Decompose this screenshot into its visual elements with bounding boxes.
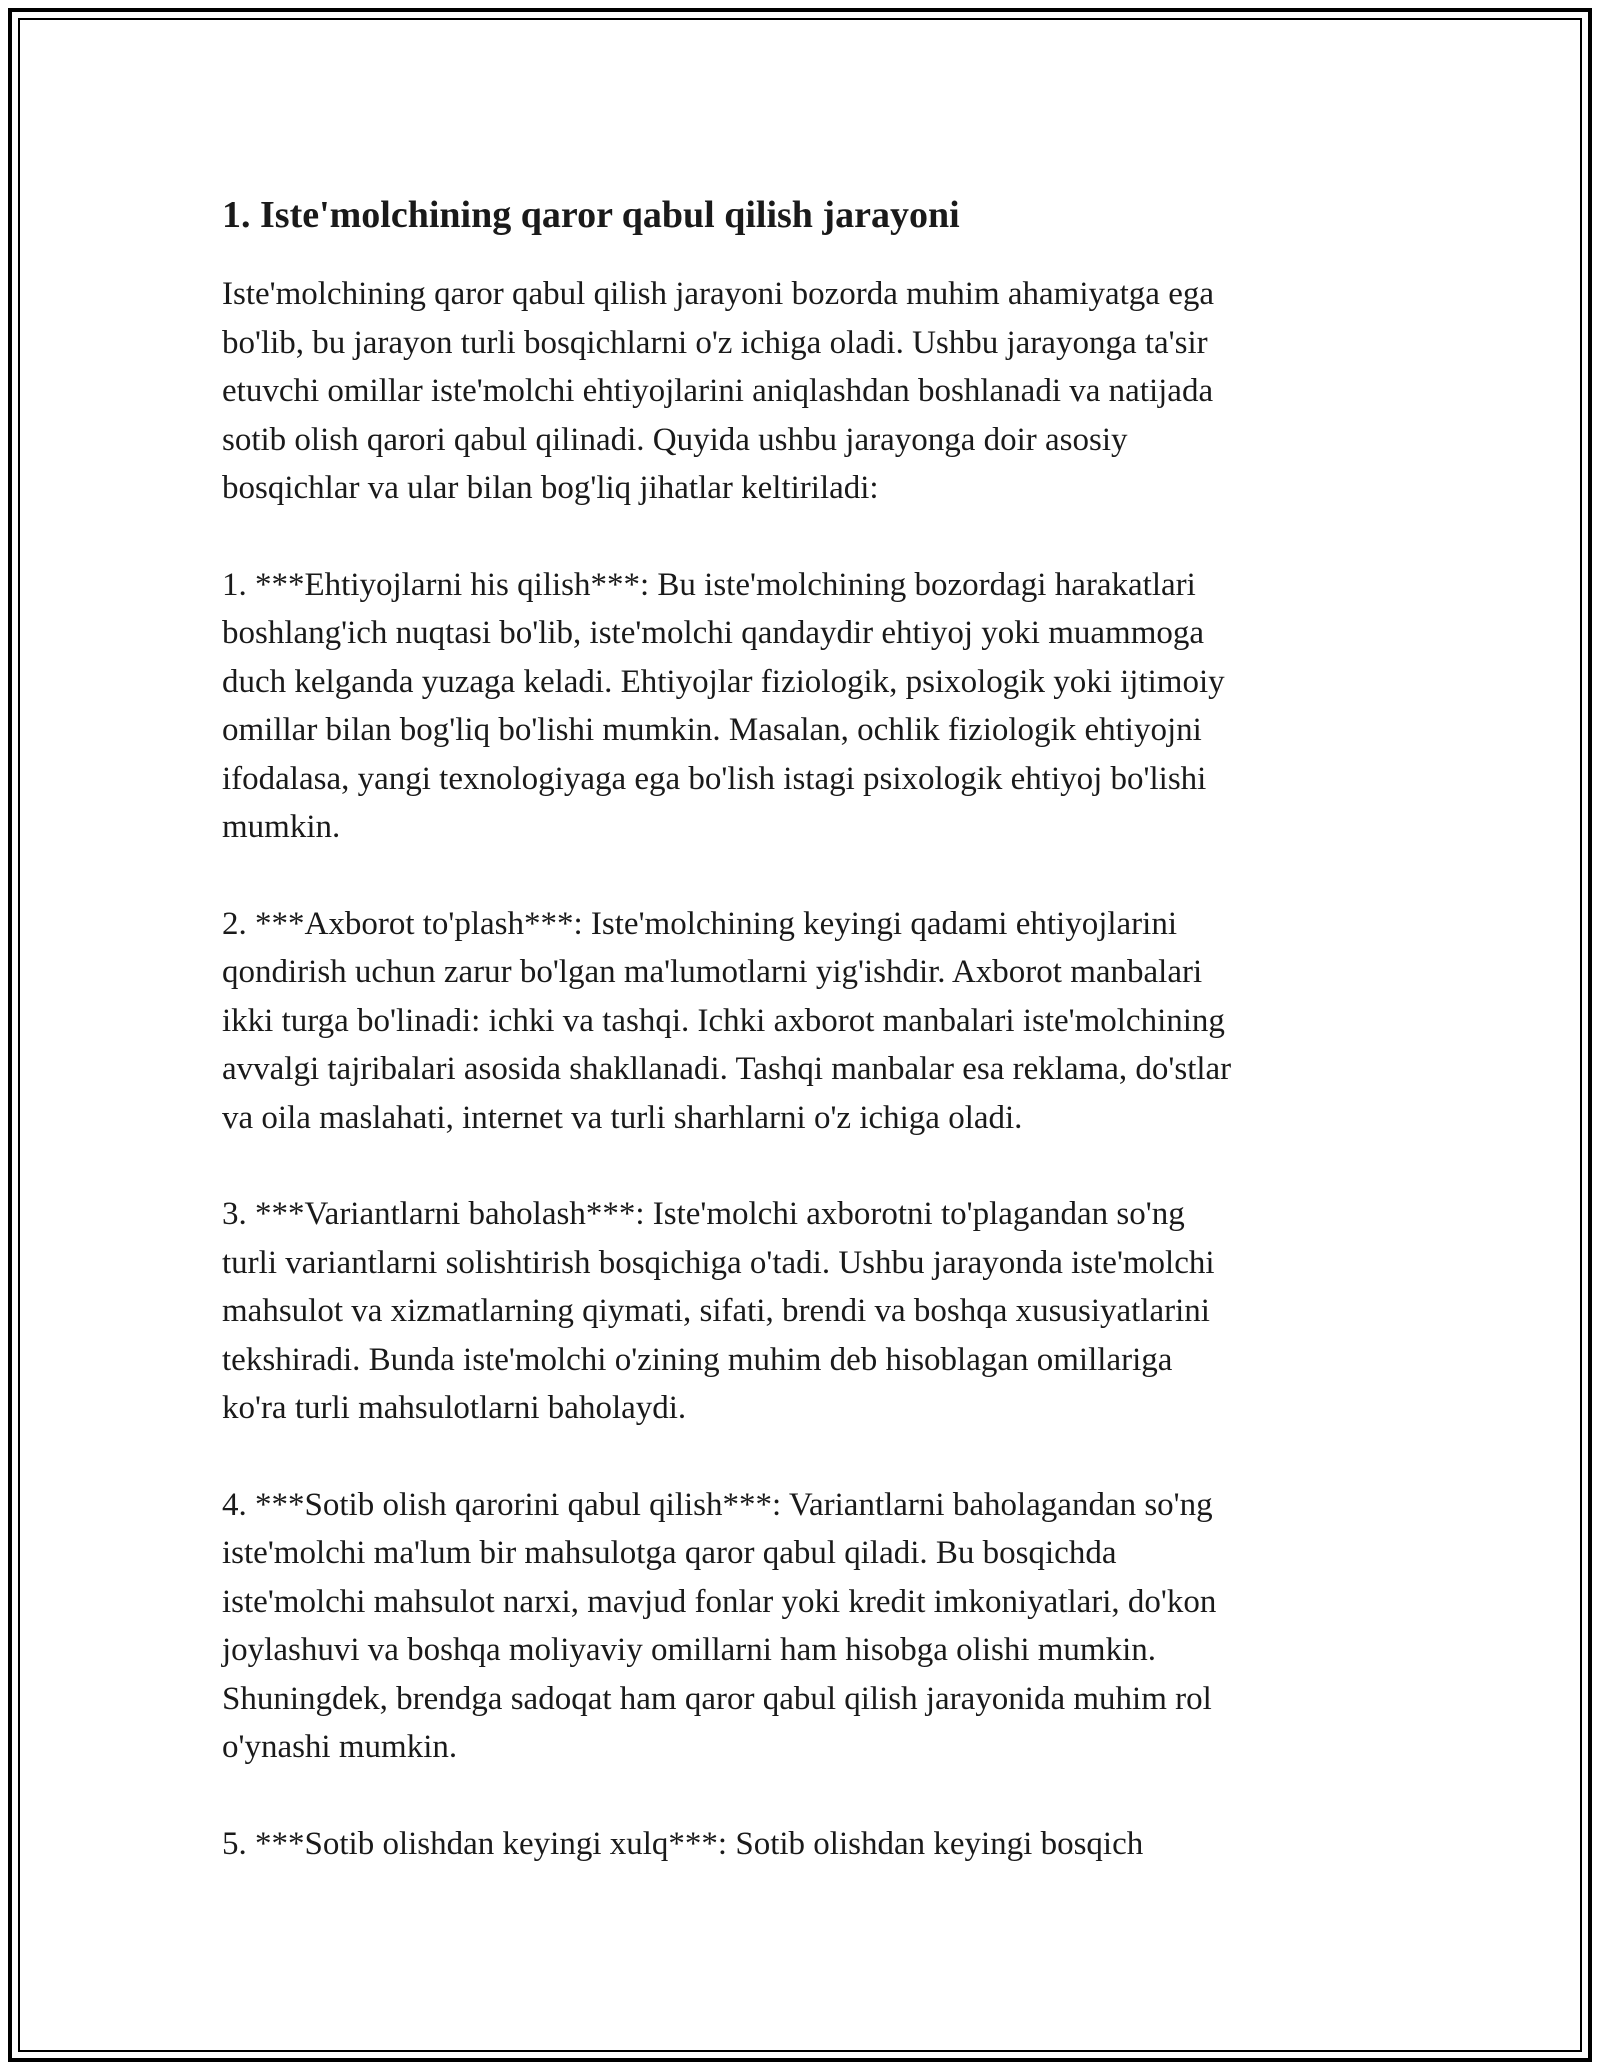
- step-5-paragraph: 5. ***Sotib olishdan keyingi xulq***: Sotib olishdan keyingi bosqich: [222, 1825, 1144, 1862]
- section-heading: 1. Iste'molchining qaror qabul qilish jarayoni: [222, 194, 960, 236]
- intro-paragraph: Iste'molchining qaror qabul qilish jarayoni bozorda muhim ahamiyatga ega bo'lib, bu jarayon turli bosqichlarni o'z ichiga oladi. Ushbu jarayonga ta'sir etuvchi omillar iste'molchi ehtiyojlarini aniqlashdan boshlanadi va natijada sotib olish qarori qabul qilinadi. Quyida ushbu jarayonga doir asosiy bosqichlar va ular bilan bog'liq jihatlar keltiriladi:: [222, 276, 1214, 506]
- step-4-paragraph: 4. ***Sotib olish qarorini qabul qilish***: Variantlarni baholagandan so'ng iste'molchi ma'lum bir mahsulotga qaror qabul qiladi. Bu bosqichda iste'molchi mahsulot narxi, mavjud fonlar yoki kredit imkoniyatlari, do'kon joylashuvi va boshqa moliyaviy omillarni ham hisobga olishi mumkin. Shuningdek, brendga sadoqat ham qaror qabul qilish jarayonida muhim rol o'ynashi mumkin.: [222, 1486, 1217, 1765]
- step-2-paragraph: 2. ***Axborot to'plash***: Iste'molchining keyingi qadami ehtiyojlarini qondirish uchun zarur bo'lgan ma'lumotlarni yig'ishdir. Axborot manbalari ikki turga bo'linadi: ichki va tashqi. Ichki axborot manbalari iste'molchining avvalgi tajribalari asosida shakllanadi. Tashqi manbalar esa reklama, do'stlar va oila maslahati, internet va turli sharhlarni o'z ichiga oladi.: [222, 905, 1232, 1136]
- step-3-paragraph: 3. ***Variantlarni baholash***: Iste'molchi axborotni to'plagandan so'ng turli variantlarni solishtirish bosqichiga o'tadi. Ushbu jarayonda iste'molchi mahsulot va xizmatlarning qiymati, sifati, brendi va boshqa xususiyatlarini tekshiradi. Bunda iste'molchi o'zining muhim deb hisoblagan omillariga ko'ra turli mahsulotlarni baholaydi.: [222, 1196, 1215, 1426]
- step-1-paragraph: 1. ***Ehtiyojlarni his qilish***: Bu iste'molchining bozordagi harakatlari boshlang'ich nuqtasi bo'lib, iste'molchi qandaydir ehtiyoj yoki muammoga duch kelganda yuzaga keladi. Ehtiyojlar fiziologik, psixologik yoki ijtimoiy omillar bilan bog'liq bo'lishi mumkin. Masalan, ochlik fiziologik ehtiyojni ifodalasa, yangi texnologiyaga ega bo'lish istagi psixologik ehtiyoj bo'lishi mumkin.: [222, 566, 1225, 845]
- document-body: [222, 182, 1372, 1916]
